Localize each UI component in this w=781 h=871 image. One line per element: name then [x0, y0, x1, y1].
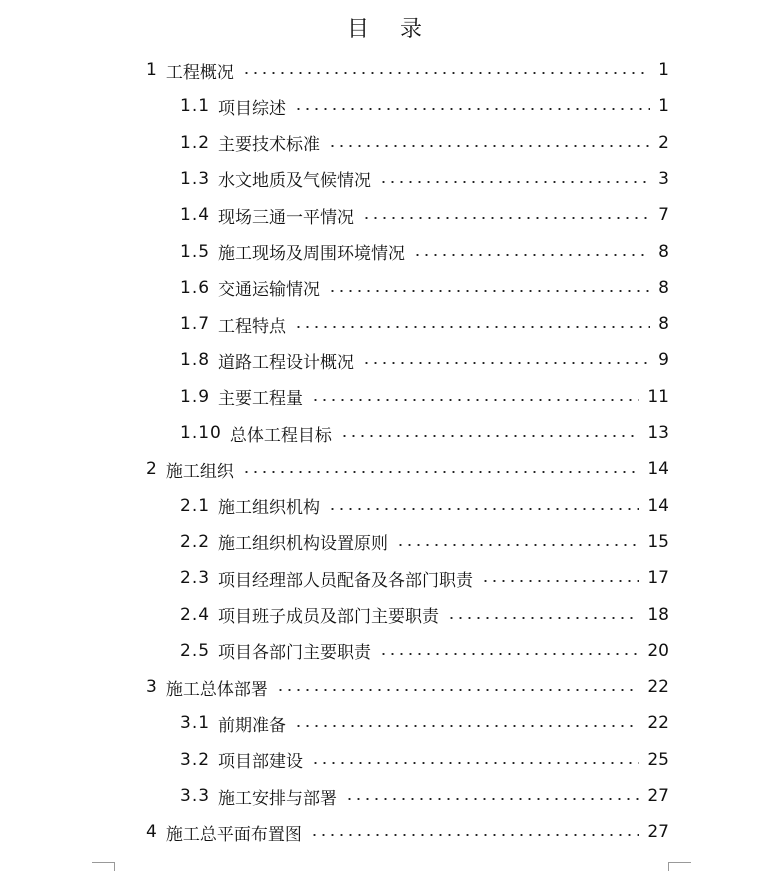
toc-dot-leader — [362, 217, 650, 219]
toc-dot-leader — [311, 399, 639, 401]
toc-entry-title: 施工总体部署 — [165, 679, 268, 700]
toc-entry-number: 1.6 — [180, 277, 211, 298]
toc-entry-page-number: 13 — [647, 423, 669, 443]
toc-entry-title: 水文地质及气候情况 — [218, 171, 372, 192]
toc-entry-number: 1.9 — [180, 386, 211, 407]
toc-dot-leader — [294, 108, 650, 110]
toc-entry[interactable] — [180, 415, 669, 451]
toc-entry[interactable] — [180, 342, 669, 378]
toc-title: 目 录 — [347, 17, 434, 42]
toc-entry-title: 项目经理部人员配备及各部门职责 — [218, 570, 474, 591]
toc-entry-number: 3 — [146, 677, 158, 698]
toc-entry[interactable] — [180, 125, 669, 161]
toc-dot-leader — [340, 435, 640, 437]
toc-dot-leader — [294, 725, 639, 727]
toc-entry-title: 项目综述 — [218, 98, 287, 119]
toc-dot-leader — [276, 689, 640, 691]
toc-entry-number: 3.2 — [180, 749, 211, 770]
toc-entry-page-number: 3 — [658, 168, 669, 189]
toc-entry[interactable] — [180, 633, 669, 669]
toc-entry-number: 3.3 — [180, 786, 211, 806]
toc-entry-page-number: 14 — [647, 495, 669, 516]
toc-entry-title: 总体工程目标 — [229, 425, 332, 446]
toc-dot-leader — [481, 580, 639, 582]
toc-entry[interactable] — [180, 560, 669, 596]
toc-entry[interactable] — [180, 597, 669, 633]
toc-entry-number: 1.8 — [180, 350, 211, 371]
toc-entry-title: 施工组织机构 — [218, 498, 321, 519]
toc-entry-number: 2.1 — [180, 495, 211, 516]
toc-dot-leader — [345, 798, 639, 800]
toc-entry-number: 3.1 — [180, 713, 211, 734]
toc-entry-title: 项目各部门主要职责 — [218, 643, 372, 664]
toc-entry-page-number: 18 — [647, 604, 669, 625]
toc-entry-number: 2.2 — [180, 531, 211, 552]
toc-entry[interactable] — [146, 52, 669, 88]
toc-entry-page-number: 7 — [658, 205, 669, 226]
toc-entry[interactable] — [180, 778, 669, 814]
toc-entry[interactable] — [180, 705, 669, 741]
toc-entry[interactable] — [180, 234, 669, 270]
toc-entry-number: 1.10 — [180, 423, 222, 443]
toc-entry-number: 4 — [146, 822, 158, 843]
toc-entry-title: 施工安排与部署 — [218, 788, 338, 809]
toc-dot-leader — [294, 326, 650, 328]
toc-dot-leader — [311, 762, 639, 764]
toc-dot-leader — [242, 72, 650, 74]
toc-entry[interactable] — [180, 524, 669, 560]
toc-entry-title: 现场三通一平情况 — [218, 207, 355, 228]
toc-entry-number: 1.7 — [180, 314, 211, 335]
toc-entry-page-number: 15 — [647, 531, 669, 552]
toc-entry-title: 前期准备 — [218, 715, 287, 736]
toc-entry-title: 施工现场及周围环境情况 — [218, 244, 406, 264]
toc-entry-page-number: 1 — [658, 96, 669, 117]
toc-entry-title: 主要工程量 — [218, 389, 304, 410]
toc-dot-leader — [310, 834, 640, 836]
toc-entry-title: 施工总平面布置图 — [165, 824, 302, 845]
toc-entry-number: 1.4 — [180, 205, 211, 226]
toc-entry-number: 2.3 — [180, 568, 211, 589]
toc-entry-page-number: 27 — [647, 786, 669, 806]
toc-dot-leader — [328, 145, 650, 147]
toc-entry-number: 1.5 — [180, 241, 211, 262]
toc-entry-page-number: 25 — [647, 749, 669, 770]
toc-entry-number: 2.5 — [180, 640, 211, 661]
toc-entry-page-number: 11 — [647, 386, 669, 407]
toc-dot-leader — [242, 471, 640, 473]
toc-entry[interactable] — [180, 379, 669, 415]
toc-entry-title: 工程概况 — [165, 62, 234, 83]
toc-entry-title: 施工组织 — [165, 461, 234, 482]
toc-entry[interactable] — [180, 488, 669, 524]
toc-entry-page-number: 1 — [658, 60, 669, 80]
toc-entry-title: 项目部建设 — [218, 752, 304, 773]
toc-dot-leader — [396, 544, 639, 546]
toc-entry[interactable] — [180, 161, 669, 197]
toc-entry-title: 工程特点 — [218, 316, 287, 337]
toc-entry-number: 2 — [146, 459, 158, 480]
toc-entry-number: 2.4 — [180, 604, 211, 625]
toc-entry[interactable] — [180, 88, 669, 124]
toc-entry-title: 交通运输情况 — [218, 280, 321, 301]
toc-dot-leader — [328, 290, 650, 292]
toc-dot-leader — [447, 617, 639, 619]
toc-dot-leader — [379, 181, 650, 183]
toc-entry-page-number: 14 — [647, 459, 669, 480]
toc-entry[interactable] — [180, 197, 669, 233]
toc-entry-page-number: 17 — [647, 568, 669, 589]
toc-entry[interactable] — [180, 270, 669, 306]
toc-entry-page-number: 8 — [658, 241, 669, 262]
toc-entry-page-number: 27 — [647, 822, 669, 843]
toc-entry[interactable] — [146, 814, 669, 850]
toc-entry[interactable] — [146, 451, 669, 487]
toc-entry[interactable] — [146, 669, 669, 705]
toc-entry-page-number: 2 — [658, 132, 669, 153]
toc-entry[interactable] — [180, 742, 669, 778]
toc-entry-title: 施工组织机构设置原则 — [218, 534, 389, 555]
toc-dot-leader — [379, 653, 639, 655]
toc-entry-number: 1.2 — [180, 132, 211, 153]
toc-dot-leader — [328, 508, 639, 510]
toc-entry[interactable] — [180, 306, 669, 342]
toc-entry-page-number: 9 — [658, 350, 669, 371]
toc-entry-page-number: 22 — [647, 677, 669, 698]
toc-entry-title: 主要技术标准 — [218, 135, 321, 156]
toc-dot-leader — [413, 254, 650, 256]
toc-entry-page-number: 22 — [647, 713, 669, 734]
toc-entry-number: 1.1 — [180, 96, 211, 117]
toc-dot-leader — [362, 362, 650, 364]
toc-entry-number: 1 — [146, 60, 158, 80]
toc-entry-title: 道路工程设计概况 — [218, 352, 355, 373]
toc-entry-page-number: 20 — [647, 640, 669, 661]
toc-entry-title: 项目班子成员及部门主要职责 — [218, 607, 440, 627]
toc-entry-page-number: 8 — [658, 277, 669, 298]
toc-entry-page-number: 8 — [658, 314, 669, 335]
toc-entry-number: 1.3 — [180, 168, 211, 189]
